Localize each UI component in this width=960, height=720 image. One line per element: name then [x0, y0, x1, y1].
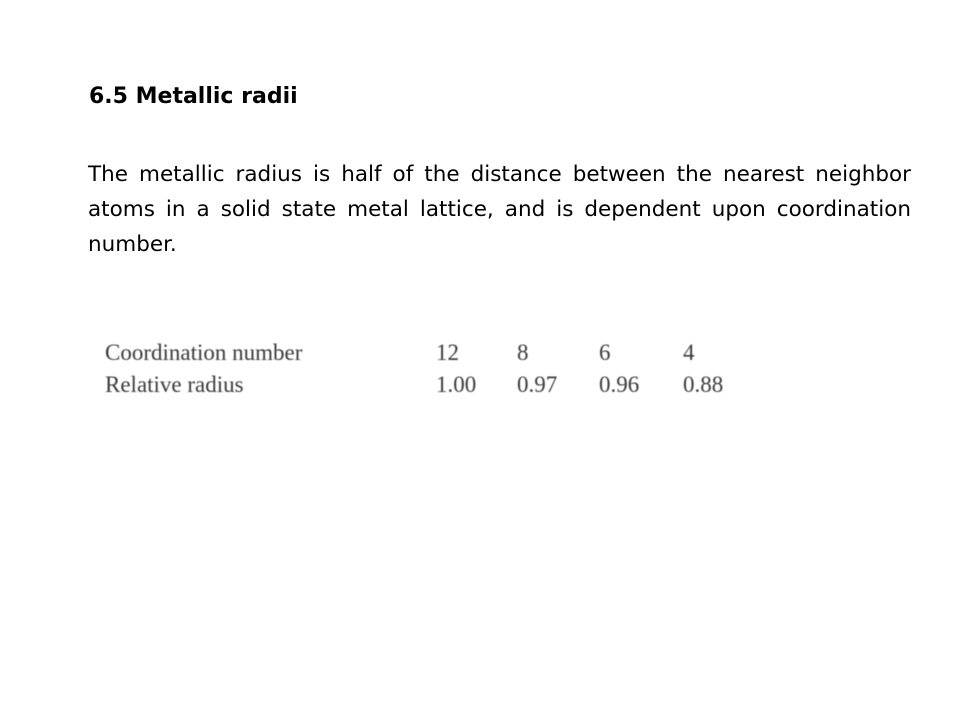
- table-cell: 1.00: [436, 372, 477, 397]
- table-cell: 12: [436, 340, 459, 365]
- section-heading: 6.5 Metallic radii: [89, 84, 298, 109]
- table-cell: 0.97: [517, 372, 558, 397]
- description-paragraph: The metallic radius is half of the distance between the nearest neighbor atoms in a solid state metal lattice, and is dependent upon coordination number.: [88, 162, 911, 257]
- table-cell: 6: [599, 340, 611, 365]
- table-cell: 8: [517, 340, 529, 365]
- row-label: Coordination number: [105, 340, 303, 365]
- table-cell: 4: [683, 340, 695, 365]
- table-cell: 0.96: [599, 372, 640, 397]
- radius-table: [105, 338, 745, 404]
- row-label: Relative radius: [105, 372, 244, 397]
- table-cell: 0.88: [683, 372, 724, 397]
